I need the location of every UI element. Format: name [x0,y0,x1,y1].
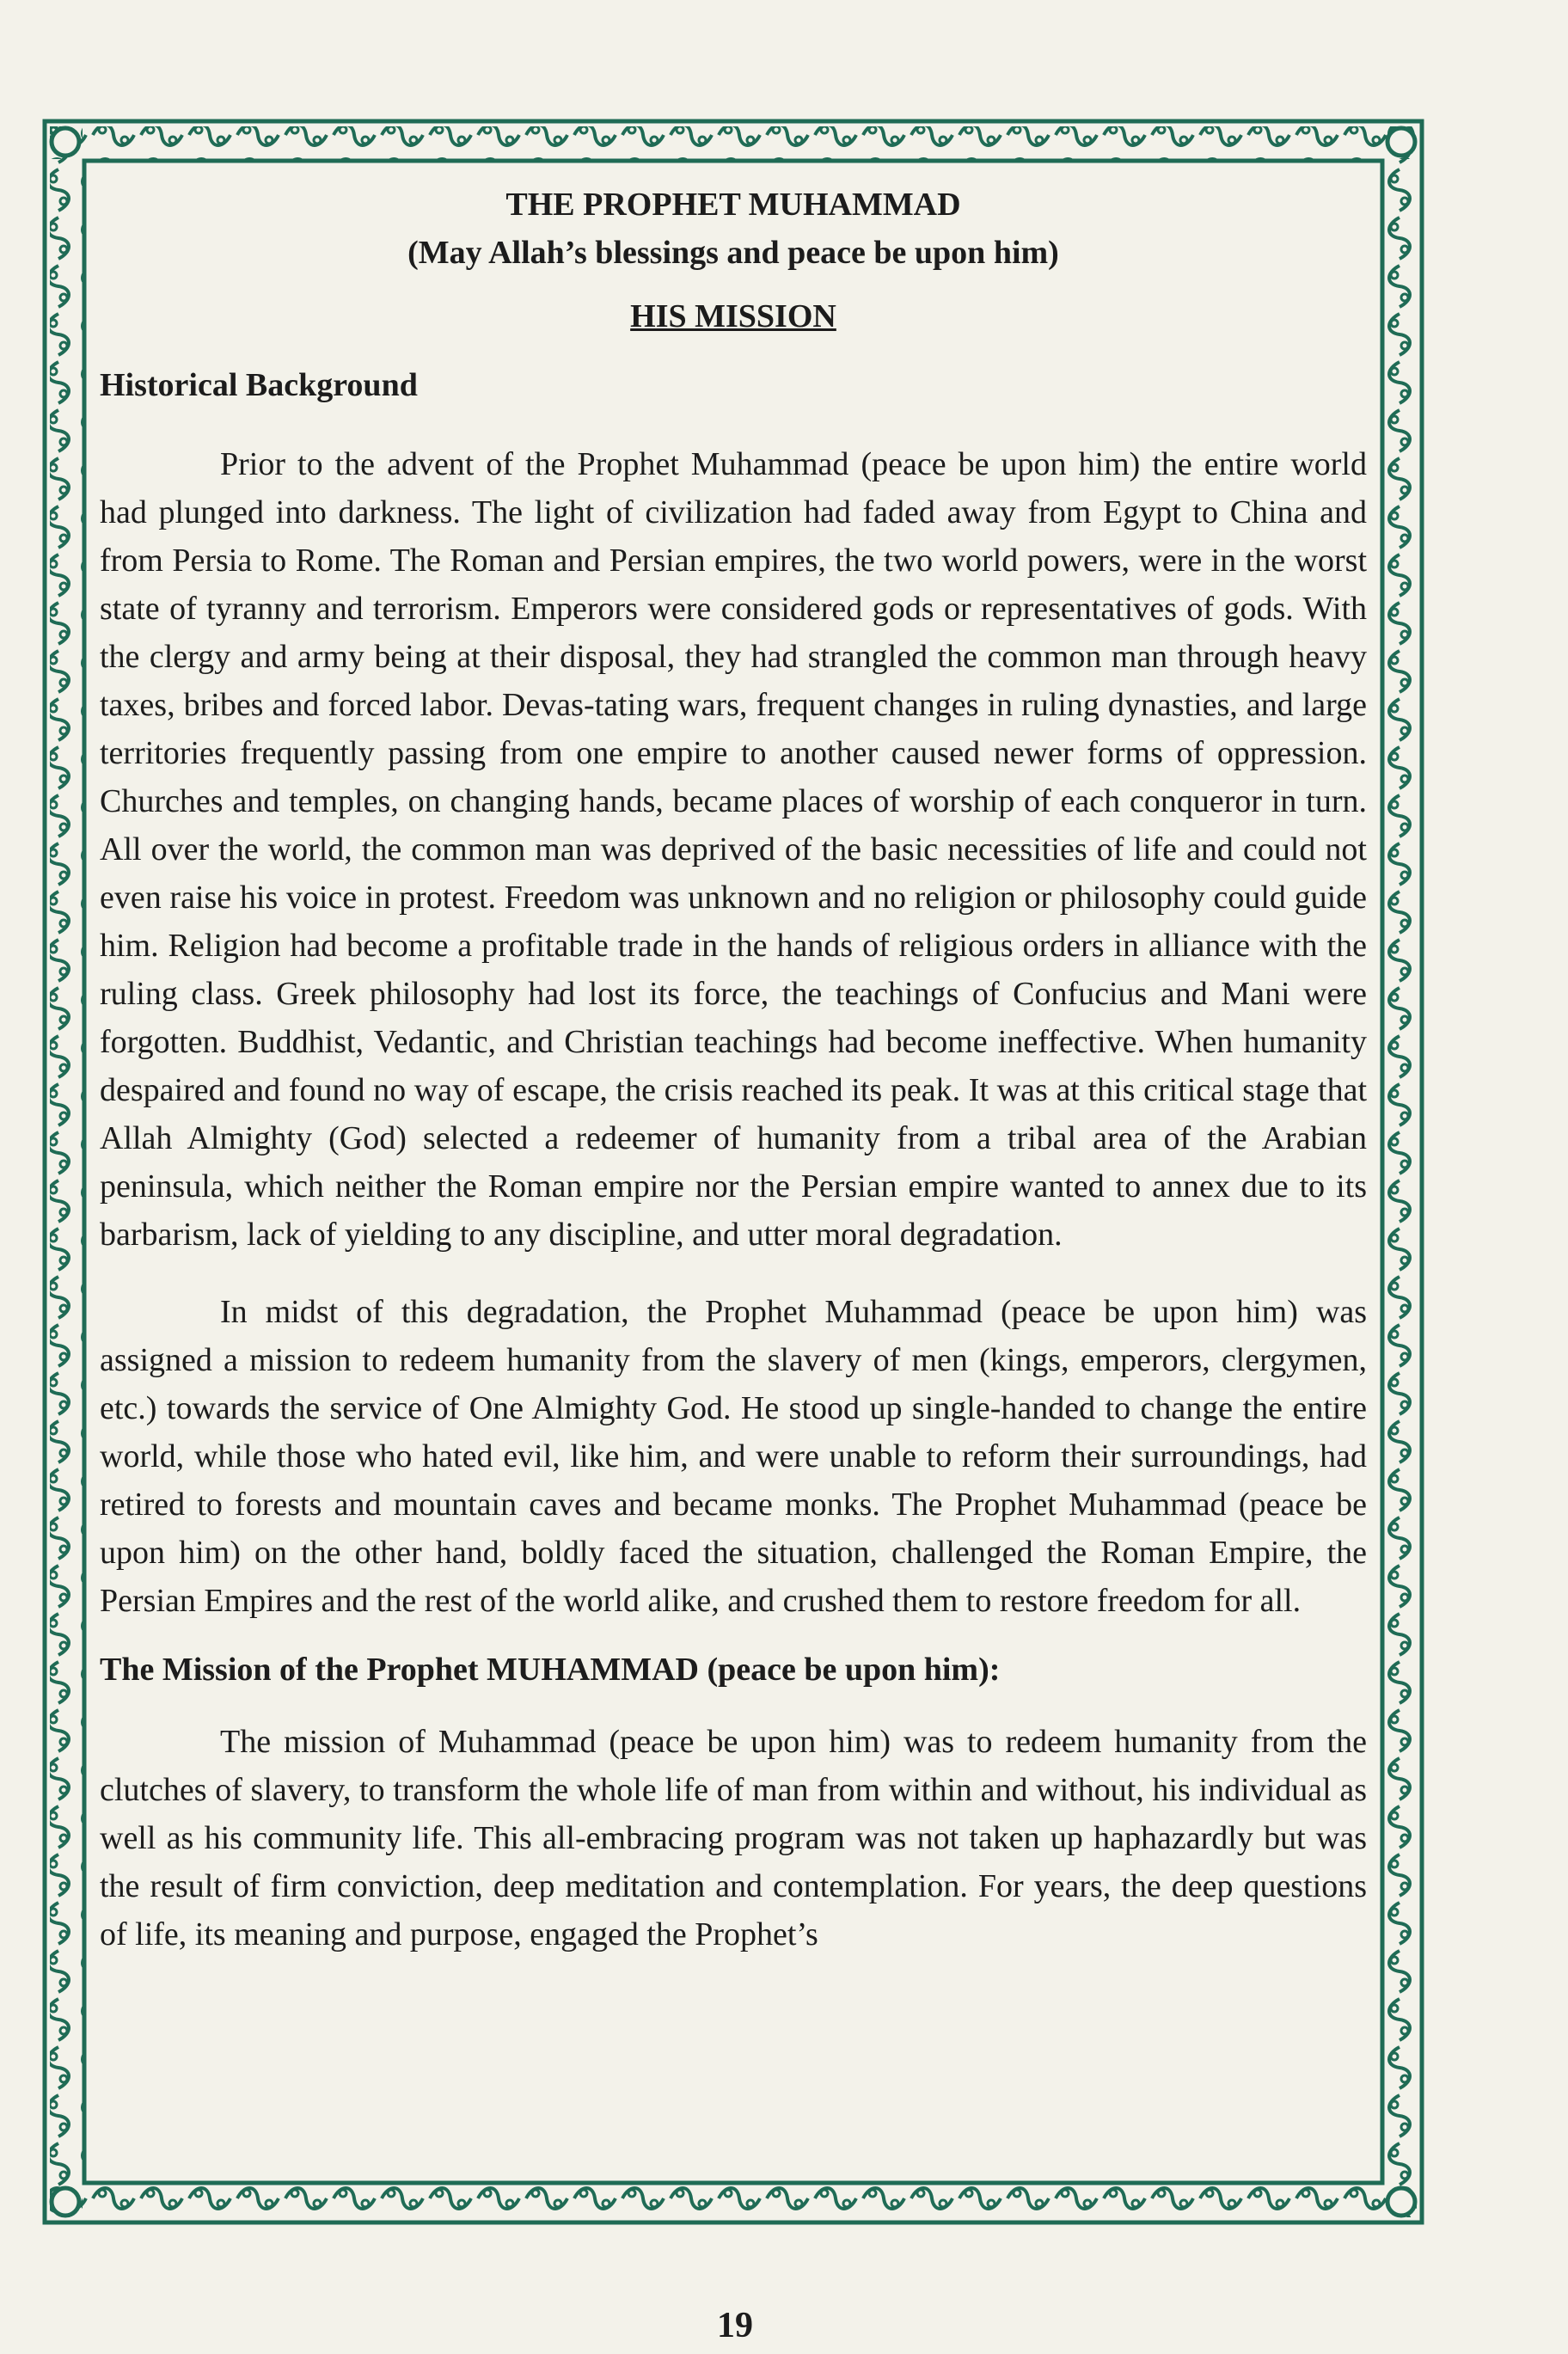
mission-heading: HIS MISSION [630,298,836,334]
paragraph-historical-background: Prior to the advent of the Prophet Muhammad (peace be upon him) the entire world had plunged into darkness. The light of civilization had faded away from Egypt to China and from Persia to Rome. The Roman and Persian empires, the two world powers, were in the worst state of tyranny and terrorism. Emperors were considered gods or representatives of gods. With the clergy and army being at their disposal, they had strangled the common man through heavy taxes, bribes and forced labor. Devas-tating wars, frequent changes in ruling dynasties, and large territories frequently passing from one empire to another caused newer forms of oppression. Churches and temples, on changing hands, became places of worship of each conqueror in turn. All over the world, the common man was deprived of the basic necessities of life and could not even raise his voice in protest. Freedom was unknown and no religion or philosophy could guide him. Religion had become a profitable trade in the hands of religious orders in alliance with the ruling class. Greek philosophy had lost its force, the teachings of Confucius and Mani were forgotten. Buddhist, Vedantic, and Christian teachings had become ineffective. When humanity despaired and found no way of escape, the crisis reached its peak. It was at this critical stage that Allah Almighty (God) selected a redeemer of humanity from a tribal area of the Arabian peninsula, which neither the Roman empire nor the Persian empire wanted to annex due to its barbarism, lack of yielding to any discipline, and utter moral degradation. [100,446,1367,1253]
page-content [100,181,1367,2175]
paragraph-degradation: In midst of this degradation, the Prophet Muhammad (peace be upon him) was assigned a mission to redeem humanity from the slavery of men (kings, emperors, clergymen, etc.) towards the service of One Almighty God. He stood up single-handed to change the entire world, while those who hated evil, like him, and were unable to reform their surroundings, had retired to forests and mountain caves and became monks. The Prophet Muhammad (peace be upon him) on the other hand, boldly faced the situation, challenged the Roman Empire, the Persian Empires and the rest of the world alike, and crushed them to restore freedom for all. [100,1294,1367,1619]
section-heading-historical-background: Historical Background [100,367,418,403]
section-heading-mission: The Mission of the Prophet MUHAMMAD (peace be upon him): [100,1652,1001,1688]
title-line-1: THE PROPHET MUHAMMAD [505,187,961,223]
title-line-2: (May Allah’s blessings and peace be upon him) [407,235,1059,271]
page-number: 19 [717,2306,753,2345]
paragraph-mission: The mission of Muhammad (peace be upon him) was to redeem humanity from the clutches of slavery, to transform the whole life of man from within and without, his individual as well as his community life. This all-embracing program was not taken up haphazardly but was the result of firm conviction, deep meditation and contemplation. For years, the deep questions of life, its meaning and purpose, engaged the Prophet’s [100,1724,1367,1952]
page-title [100,181,1367,277]
